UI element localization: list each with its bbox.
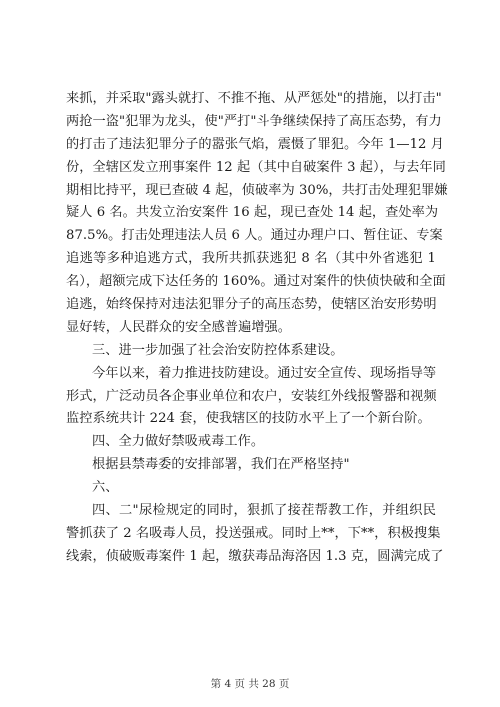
text-line: 疑人 6 名。共发立治安案件 16 起，现已查处 14 起，查处率为 <box>66 205 439 221</box>
page-footer: 第 4 页 共 28 页 <box>210 678 290 690</box>
text-line: 警抓获了 2 名吸毒人员，投送强戒。同时上**，下**，积极搜集 <box>66 525 441 541</box>
text-line: 名），超额完成下达任务的 160%。通过对案件的快侦快破和全面 <box>66 274 446 290</box>
text-line: 四、二"尿检规定的同时，狠抓了接茬帮教工作，并组织民 <box>92 503 436 519</box>
text-line: 份，全辖区发立刑事案件 12 起（其中自破案件 3 起），与去年同 <box>66 159 446 175</box>
document-body <box>66 88 448 569</box>
text-line: 期相比持平，现已查破 4 起，侦破率为 30%，共打击处理犯罪嫌 <box>66 182 448 198</box>
text-line: 追逃，始终保持对违法犯罪分子的高压态势，使辖区治安形势明 <box>66 297 437 313</box>
text-line: 显好转，人民群众的安全感普遍增强。 <box>66 319 292 335</box>
text-line: 线索，侦破贩毒案件 1 起，缴获毒品海洛因 1.3 克，圆满完成了 <box>66 548 444 564</box>
text-line: 87.5%。打击处理违法人员 6 人。通过办理户口、暂住证、专案 <box>66 228 443 244</box>
text-line: 根据县禁毒委的安排部署，我们在严格坚持" <box>92 457 350 473</box>
text-line: 来抓，并采取"露头就打、不推不拖、从严惩处"的措施，以打击" <box>66 91 442 106</box>
text-line: 的打击了违法犯罪分子的嚣张气焰，震慑了罪犯。今年 1—12 月 <box>66 136 444 152</box>
text-line: 六、 <box>92 480 119 496</box>
text-line: 追逃等多种追逃方式，我所共抓获逃犯 8 名（其中外省逃犯 1 <box>66 251 436 267</box>
text-line: 今年以来，着力推进技防建设。通过安全宣传、现场指导等 <box>92 365 437 381</box>
text-line: 四、全力做好禁吸戒毒工作。 <box>92 434 265 450</box>
text-line: 形式，广泛动员各企事业单位和农户，安装红外线报警器和视频 <box>66 388 437 404</box>
text-line: 两抢一盗"犯罪为龙头，使"严打"斗争继续保持了高压态势，有力 <box>66 113 442 129</box>
text-line: 三、进一步加强了社会治安防控体系建设。 <box>92 342 344 358</box>
text-line: 监控系统共计 224 套，使我辖区的技防水平上了一个新台阶。 <box>66 411 431 427</box>
